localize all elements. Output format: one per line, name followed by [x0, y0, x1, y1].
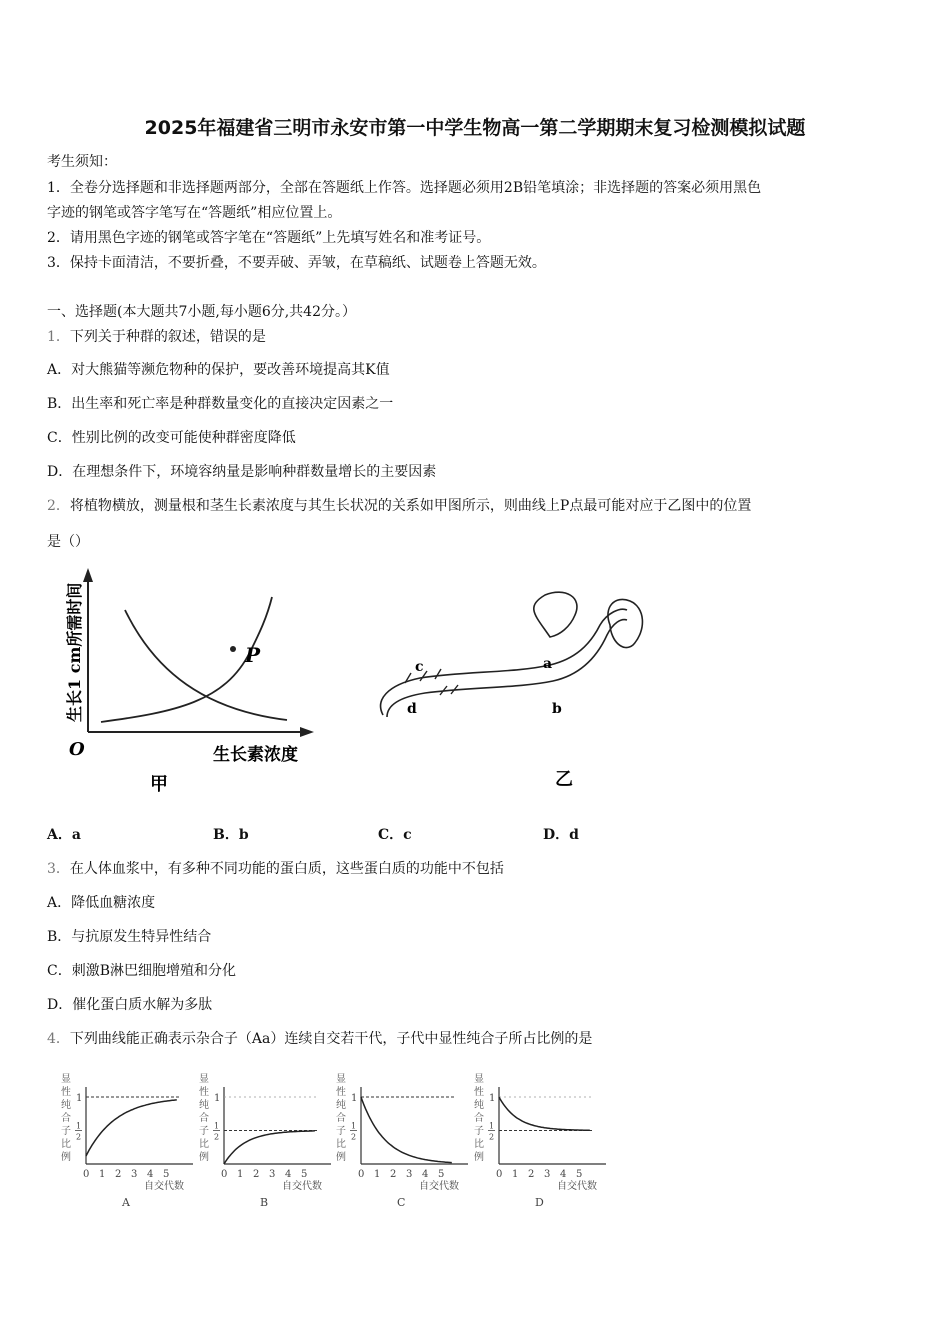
q4-b-ylabel-char: 子: [199, 1126, 209, 1137]
q4-b-x-tick: 2: [253, 1169, 260, 1180]
q4-d-x-tick: 5: [576, 1169, 583, 1180]
q4-d-ylabel-char: 比: [474, 1139, 484, 1150]
q3-option-c: C．刺激B淋巴细胞增殖和分化: [47, 963, 236, 979]
q4-d-x-tick: 3: [544, 1169, 551, 1180]
q2-number: 2．: [47, 498, 70, 514]
q4-b-ylabel-char: 比: [199, 1139, 209, 1150]
q4-d-x-tick: 4: [560, 1169, 567, 1180]
q4-a-y-one: 1: [76, 1093, 83, 1104]
q4-stem-text: 下列曲线能正确表示杂合子（Aa）连续自交若干代，子代中显性纯合子所占比例的是: [69, 1031, 593, 1047]
q4-c-x-tick: 3: [406, 1169, 413, 1180]
q4-b-x-label: 自交代数: [282, 1181, 322, 1192]
q4-d-y-half-den: 2: [489, 1132, 495, 1142]
section-heading: 一、选择题(本大题共7小题,每小题6分,共42分。）: [47, 304, 356, 320]
q1-option-d: D．在理想条件下，环境容纳量是影响种群数量增长的主要因素: [47, 464, 437, 480]
q4-a-ylabel-char: 合: [61, 1113, 71, 1124]
jia-caption: 甲: [150, 774, 168, 795]
q4-d-y-half-num: 1: [489, 1121, 495, 1131]
q4-b-ylabel-char: 例: [199, 1152, 209, 1163]
q4-c-x-tick: 0: [358, 1169, 365, 1180]
q4-b-x-tick: 5: [301, 1169, 308, 1180]
page-title: 2025年福建省三明市永安市第一中学生物高一第二学期期末复习检测模拟试题: [144, 117, 806, 139]
q4-d-ylabel-char: 合: [474, 1113, 484, 1124]
q2-stem-a: [47, 497, 751, 515]
q4-d-x-tick: 2: [528, 1169, 535, 1180]
q1-stem: [47, 328, 266, 346]
q4-c-ylabel-char: 例: [336, 1152, 346, 1163]
q4-b-y-half-num: 1: [214, 1121, 220, 1131]
q4-b-y-half-den: 2: [214, 1132, 220, 1142]
notice-heading: 考生须知：: [47, 154, 117, 170]
q4-d-x-tick: 0: [496, 1169, 503, 1180]
q4-c-x-tick: 2: [390, 1169, 397, 1180]
q4-a-x-tick: 1: [99, 1169, 106, 1180]
q4-figure: [52, 1068, 617, 1213]
yi-label-a: a: [543, 656, 553, 672]
q2-option-c: C．c: [378, 827, 412, 843]
q3-option-a: A．降低血糖浓度: [47, 895, 156, 911]
q4-stem: [47, 1030, 592, 1048]
yi-label-d: d: [407, 701, 417, 717]
q3-number: 3．: [47, 861, 70, 877]
q4-c-x-tick: 4: [422, 1169, 429, 1180]
q4-c-x-label: 自交代数: [419, 1181, 459, 1192]
q4-c-y-one: 1: [351, 1093, 358, 1104]
q4-d-y-one: 1: [489, 1093, 496, 1104]
q4-b-graph-label: B: [260, 1196, 269, 1209]
q1-number: 1．: [47, 329, 70, 345]
notice-line-2: 2．请用黑色字迹的钢笔或答字笔在“答题纸”上先填写姓名和准考证号。: [47, 230, 491, 246]
q4-d-ylabel-char: 显: [474, 1074, 484, 1085]
yi-cotyledon-right: [608, 599, 643, 647]
q4-d-ylabel-char: 性: [474, 1087, 484, 1098]
q3-stem-text: 在人体血浆中，有多种不同功能的蛋白质，这些蛋白质的功能中不包括: [69, 861, 504, 877]
q2-stem-b: 是（）: [47, 534, 89, 550]
q4-d-ylabel-char: 子: [474, 1126, 484, 1137]
q4-number: 4．: [47, 1031, 70, 1047]
yi-label-b: b: [552, 701, 562, 717]
q4-b-ylabel-char: 性: [199, 1087, 209, 1098]
q4-d-graph-label: D: [535, 1196, 544, 1209]
q4-c-x-tick: 1: [374, 1169, 381, 1180]
q4-a-x-tick: 3: [131, 1169, 138, 1180]
q4-a-x-label: 自交代数: [144, 1181, 184, 1192]
jia-y-arrow: [83, 568, 93, 582]
q4-b-ylabel-char: 纯: [199, 1100, 209, 1111]
q4-b-x-tick: 3: [269, 1169, 276, 1180]
q4-d-x-tick: 1: [512, 1169, 519, 1180]
q1-option-b: B．出生率和死亡率是种群数量变化的直接决定因素之一: [47, 396, 394, 412]
q4-a-x-tick: 2: [115, 1169, 122, 1180]
q4-a-ylabel-char: 比: [61, 1139, 71, 1150]
q4-c-ylabel-char: 纯: [336, 1100, 346, 1111]
yi-label-c: c: [415, 659, 424, 675]
q4-b-y-one: 1: [214, 1093, 221, 1104]
q4-a-y-half-den: 2: [76, 1132, 82, 1142]
q4-b-x-tick: 0: [221, 1169, 228, 1180]
q4-d-ylabel-char: 例: [474, 1152, 484, 1163]
jia-y-label: 生长1 cm所需时间: [65, 582, 84, 722]
q2-stem-text: 将植物横放，测量根和茎生长素浓度与其生长状况的关系如甲图所示，则曲线上P点最可能对应于乙图中的位置: [69, 498, 752, 514]
q4-c-y-half-num: 1: [351, 1121, 357, 1131]
figure-jia: [55, 562, 345, 807]
q4-a-x-tick: 4: [147, 1169, 154, 1180]
q2-option-a: A．a: [47, 827, 81, 843]
q1-option-c: C．性别比例的改变可能使种群密度降低: [47, 430, 296, 446]
q4-c-ylabel-char: 比: [336, 1139, 346, 1150]
q1-option-a: A．对大熊猫等濒危物种的保护，要改善环境提高其K值: [47, 362, 390, 378]
notice-line-3: 3．保持卡面清洁，不要折叠，不要弄破、弄皱，在草稿纸、试题卷上答题无效。: [47, 255, 546, 271]
notice-line-1a: 1．全卷分选择题和非选择题两部分，全部在答题纸上作答。选择题必须用2B铅笔填涂；非选择题的答案必须用黑色: [47, 180, 762, 196]
q4-c-ylabel-char: 子: [336, 1126, 346, 1137]
jia-point-p: [230, 646, 236, 652]
q4-a-x-tick: 5: [163, 1169, 170, 1180]
q4-a-ylabel-char: 纯: [61, 1100, 71, 1111]
q4-a-ylabel-char: 子: [61, 1126, 71, 1137]
q4-c-curve: [361, 1097, 452, 1163]
yi-caption: 乙: [555, 769, 573, 790]
q4-a-ylabel-char: 例: [61, 1152, 71, 1163]
q4-c-ylabel-char: 显: [336, 1074, 346, 1085]
q4-b-ylabel-char: 合: [199, 1113, 209, 1124]
jia-label-p: P: [245, 643, 261, 667]
q4-d-ylabel-char: 纯: [474, 1100, 484, 1111]
yi-cotyledon-left: [534, 592, 577, 637]
notice-line-1b: 字迹的钢笔或答字笔写在“答题纸”相应位置上。: [47, 205, 342, 221]
q4-a-curve: [86, 1100, 177, 1156]
q4-b-x-tick: 4: [285, 1169, 292, 1180]
q4-b-x-tick: 1: [237, 1169, 244, 1180]
q4-a-ylabel-char: 性: [61, 1087, 71, 1098]
q3-option-b: B．与抗原发生特异性结合: [47, 929, 212, 945]
q4-a-ylabel-char: 显: [61, 1074, 71, 1085]
q2-option-d: D．d: [543, 827, 579, 843]
q4-b-ylabel-char: 显: [199, 1074, 209, 1085]
jia-x-label: 生长素浓度: [213, 745, 298, 765]
q4-c-ylabel-char: 合: [336, 1113, 346, 1124]
figure-yi: [365, 585, 655, 805]
q4-b-curve: [224, 1131, 315, 1164]
jia-origin: O: [69, 739, 85, 760]
yi-root-hair-3: [435, 669, 441, 679]
q3-stem: [47, 860, 504, 878]
q4-a-graph-label: A: [122, 1196, 130, 1209]
q4-c-graph-label: C: [397, 1196, 406, 1209]
q3-option-d: D．催化蛋白质水解为多肽: [47, 997, 213, 1013]
q4-c-ylabel-char: 性: [336, 1087, 346, 1098]
jia-x-arrow: [300, 727, 314, 737]
q2-option-b: B．b: [213, 827, 249, 843]
q4-c-x-tick: 5: [438, 1169, 445, 1180]
q4-a-x-tick: 0: [83, 1169, 90, 1180]
q4-d-x-label: 自交代数: [557, 1181, 597, 1192]
q1-stem-text: 下列关于种群的叙述，错误的是: [69, 329, 266, 345]
q4-d-curve: [499, 1097, 590, 1130]
q4-a-y-half-num: 1: [76, 1121, 82, 1131]
q4-c-y-half-den: 2: [351, 1132, 357, 1142]
